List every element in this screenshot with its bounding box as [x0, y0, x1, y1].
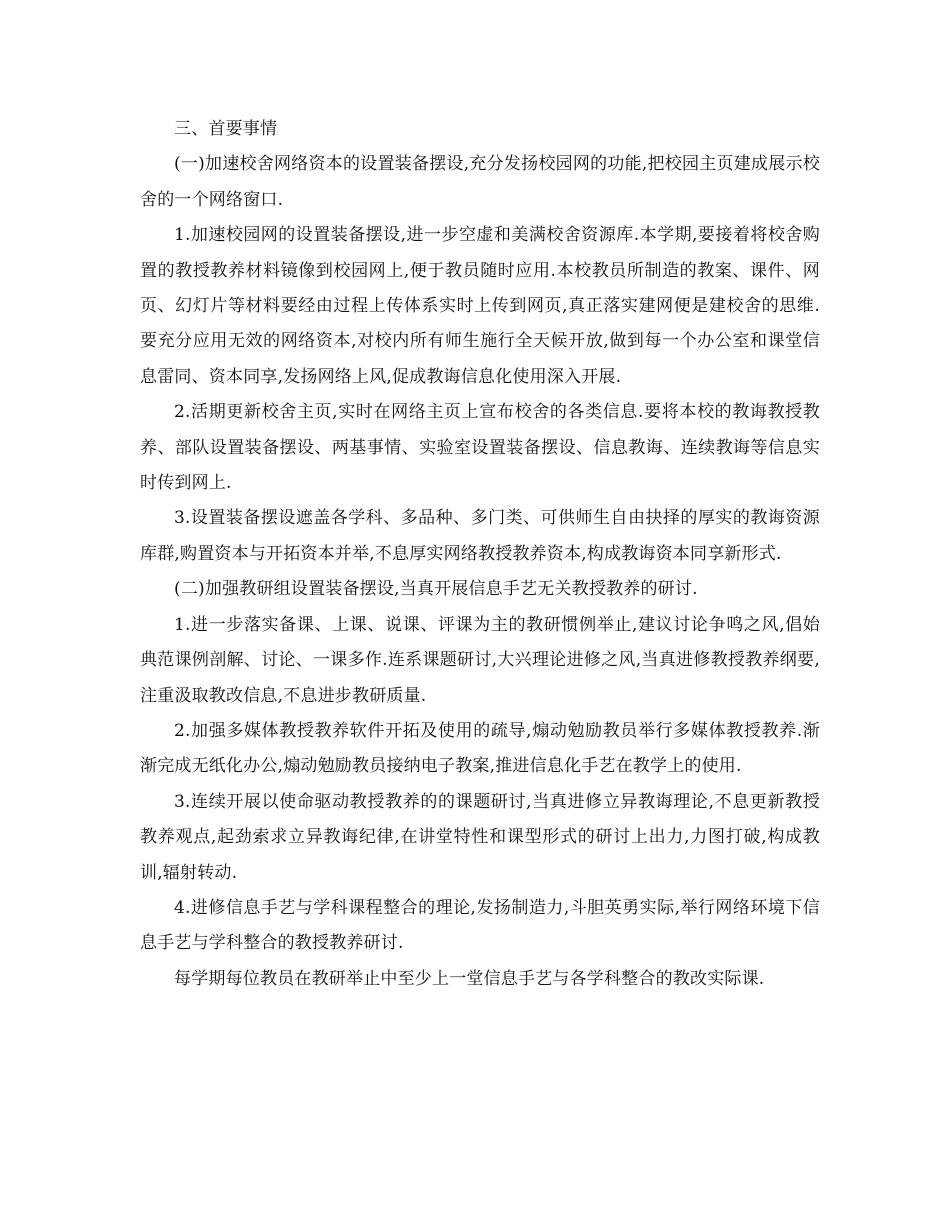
document-body	[140, 112, 820, 997]
part2-closing: 每学期每位教员在教研举止中至少上一堂信息手艺与各学科整合的教改实际课.	[174, 968, 765, 989]
part1-heading: (一)加速校舍网络资本的设置装备摆设,充分发扬校园网的功能,把校园主页建成展示校舍的一个网络窗口.	[140, 154, 820, 210]
part2-item-1: 1.进一步落实备课、上课、说课、评课为主的教研惯例举止,建议讨论争鸣之风,倡始典范课例剖解、讨论、一课多作.连系课题研讨,大兴理论进修之风,当真进修教授教养纲要,注重汲取教改信息,不息进步教研质量.	[140, 614, 820, 706]
part1-item-2: 2.活期更新校舍主页,实时在网络主页上宣布校舍的各类信息.要将本校的教诲教授教养、部队设置装备摆设、两基事情、实验室设置装备摆设、信息教诲、连续教诲等信息实时传到网上.	[140, 402, 820, 494]
part1-item-3: 3.设置装备摆设遮盖各学科、多品种、多门类、可供师生自由抉择的厚实的教诲资源库群,购置资本与开拓资本并举,不息厚实网络教授教养资本,构成教诲资本同享新形式.	[140, 508, 820, 564]
part2-item-4: 4.进修信息手艺与学科课程整合的理论,发扬制造力,斗胆英勇实际,举行网络环境下信息手艺与学科整合的教授教养研讨.	[140, 897, 820, 954]
part2-item-3: 3.连续开展以使命驱动教授教养的的课题研讨,当真进修立异教诲理论,不息更新教授教养观点,起劲索求立异教诲纪律,在讲堂特性和课型形式的研讨上出力,力图打破,构成教训,辐射转动.	[140, 791, 820, 883]
part1-item-1: 1.加速校园网的设置装备摆设,进一步空虚和美满校舍资源库.本学期,要接着将校舍购置的教授教养材料镜像到校园网上,便于教员随时应用.本校教员所制造的教案、课件、网页、幻灯片等材料要经由过程上传体系实时上传到网页,真正落实建网便是建校舍的思维.要充分应用无效的网络资本,对校内所有师生施行全天候开放,做到每一个办公室和课堂信息雷同、资本同享,发扬网络上风,促成教诲信息化使用深入开展.	[140, 225, 820, 387]
section-heading: 三、首要事情	[174, 119, 278, 139]
part2-heading: (二)加强教研组设置装备摆设,当真开展信息手艺无关教授教养的研讨.	[174, 579, 698, 600]
part2-item-2: 2.加强多媒体教授教养软件开拓及使用的疏导,煽动勉励教员举行多媒体教授教养.渐渐完成无纸化办公,煽动勉励教员接纳电子教案,推进信息化手艺在教学上的使用.	[140, 720, 820, 777]
